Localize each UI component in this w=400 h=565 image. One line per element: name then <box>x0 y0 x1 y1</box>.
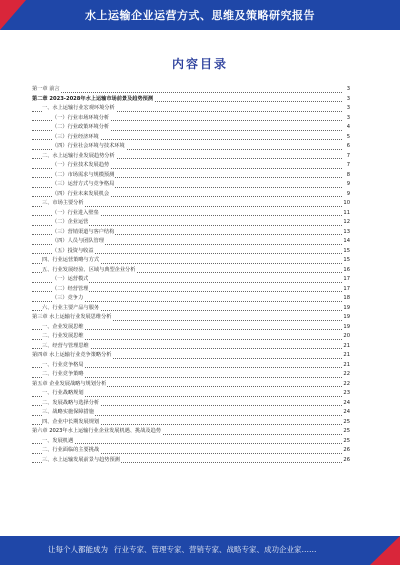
toc-entry-page: 15 <box>342 256 350 266</box>
toc-entry-page: 15 <box>342 247 350 257</box>
toc-entry-title: 一、行业战略规划 <box>42 389 85 399</box>
toc-entry-title: （三）行业经济环境 <box>52 133 100 143</box>
toc-entry-title: 五、行业发展经验、区域与典型企业分析 <box>42 266 136 276</box>
toc-entry-page: 25 <box>342 418 350 428</box>
toc-entry-page: 7 <box>346 161 350 171</box>
toc-leader-dots <box>32 92 342 93</box>
toc-entry-page: 6 <box>346 142 350 152</box>
toc-entry-title: （一）行业技术发展趋势 <box>52 161 110 171</box>
toc-entry[interactable] <box>32 104 350 114</box>
footer-red-corner <box>370 536 400 565</box>
toc-entry[interactable] <box>32 142 350 152</box>
toc-entry-title: 第五章 企业发展战略与规划分析 <box>32 380 107 390</box>
toc-entry-page: 3 <box>346 85 350 95</box>
toc-entry-title: 一、水上运输行业宏观环境分析 <box>42 104 116 114</box>
toc-entry-page: 16 <box>342 266 350 276</box>
footer-bar <box>0 536 400 565</box>
toc-entry[interactable] <box>32 389 350 399</box>
toc-entry[interactable] <box>32 209 350 219</box>
toc-entry-title: 一、企业发展思维 <box>42 323 85 333</box>
toc-entry-title: 二、行业面临的主要挑战 <box>42 446 100 456</box>
toc-entry[interactable] <box>32 304 350 314</box>
toc-entry-title: （二）经营管理 <box>52 285 89 295</box>
toc-entry[interactable] <box>32 437 350 447</box>
toc-entry[interactable] <box>32 247 350 257</box>
toc-entry[interactable] <box>32 161 350 171</box>
toc-entry[interactable] <box>32 456 350 466</box>
toc-entry-page: 22 <box>342 370 350 380</box>
toc-entry[interactable] <box>32 332 350 342</box>
toc-entry-page: 17 <box>342 275 350 285</box>
toc-entry-page: 26 <box>342 446 350 456</box>
toc-entry-page: 22 <box>342 380 350 390</box>
toc-entry-title: 第二章 2023-2028年水上运输市场前景及趋势预测 <box>32 95 154 105</box>
toc-entry[interactable] <box>32 266 350 276</box>
toc-entry-page: 3 <box>346 95 350 105</box>
toc-entry[interactable] <box>32 294 350 304</box>
toc-entry-title: （三）竞争力 <box>52 294 84 304</box>
toc-entry[interactable] <box>32 313 350 323</box>
toc-entry-page: 18 <box>342 294 350 304</box>
toc-entry-title: 二、行业竞争策略 <box>42 370 85 380</box>
toc-entry-title: （一）行业进入壁垒 <box>52 209 100 219</box>
toc-entry-page: 25 <box>342 437 350 447</box>
toc-entry-title: 第六章 2023年水上运输行业企业发展机遇、挑战及趋势 <box>32 427 162 437</box>
toc-entry-page: 4 <box>346 123 350 133</box>
toc-entry-page: 13 <box>342 228 350 238</box>
toc-entry[interactable] <box>32 323 350 333</box>
toc-entry-title: 三、水上运输发展前景与趋势预测 <box>42 456 121 466</box>
report-header-bar <box>0 0 400 30</box>
toc-entry-title: （二）企业运营 <box>52 218 89 228</box>
toc-entry-title: （五）投资与收益 <box>52 247 95 257</box>
toc-entry[interactable] <box>32 446 350 456</box>
footer-slogan-lead: 让每个人都能成为 <box>48 545 108 554</box>
toc-entry-page: 3 <box>346 104 350 114</box>
toc-entry-title: 三、经营与管理思维 <box>42 342 90 352</box>
toc-entry[interactable] <box>32 95 350 105</box>
toc-entry[interactable] <box>32 85 350 95</box>
toc-entry-title: 四、行业运营策略与方式 <box>42 256 100 266</box>
toc-entry-page: 9 <box>346 190 350 200</box>
toc-entry[interactable] <box>32 380 350 390</box>
toc-entry[interactable] <box>32 199 350 209</box>
toc-entry-title: 一、行业竞争格局 <box>42 361 85 371</box>
toc-entry-page: 5 <box>346 133 350 143</box>
footer-slogan <box>48 544 317 555</box>
toc-entry-page: 21 <box>342 351 350 361</box>
toc-entry-title: （三）运营方式与竞争格局 <box>52 180 115 190</box>
toc-entry-page: 25 <box>342 427 350 437</box>
toc-entry-page: 19 <box>342 323 350 333</box>
toc-entry-page: 3 <box>346 114 350 124</box>
toc-entry-title: （三）营销渠道与客户结构 <box>52 228 115 238</box>
table-of-contents <box>32 85 350 465</box>
toc-entry-title: （四）行业未来发展机会 <box>52 190 110 200</box>
toc-entry-title: （四）人员与团队管理 <box>52 237 105 247</box>
toc-entry-title: 第四章 水上运输行业竞争策略分析 <box>32 351 112 361</box>
toc-entry[interactable] <box>32 228 350 238</box>
toc-leader-dots <box>32 443 342 444</box>
toc-entry[interactable] <box>32 152 350 162</box>
toc-entry[interactable] <box>32 351 350 361</box>
toc-entry-title: 一、发展机遇 <box>42 437 74 447</box>
toc-entry-page: 24 <box>342 408 350 418</box>
toc-entry-title: （二）行业政策环境分析 <box>52 123 110 133</box>
toc-entry-page: 17 <box>342 285 350 295</box>
toc-entry[interactable] <box>32 399 350 409</box>
toc-entry-page: 21 <box>342 361 350 371</box>
report-title: 水上运输企业运营方式、思维及策略研究报告 <box>85 9 315 22</box>
toc-entry-page: 26 <box>342 456 350 466</box>
toc-entry-page: 19 <box>342 304 350 314</box>
toc-entry-title: （一）行业市场环境分析 <box>52 114 110 124</box>
toc-entry[interactable] <box>32 237 350 247</box>
toc-entry[interactable] <box>32 256 350 266</box>
toc-entry[interactable] <box>32 285 350 295</box>
toc-entry[interactable] <box>32 180 350 190</box>
toc-entry-page: 19 <box>342 313 350 323</box>
toc-entry[interactable] <box>32 361 350 371</box>
toc-entry-page: 8 <box>346 171 350 181</box>
toc-entry[interactable] <box>32 133 350 143</box>
toc-entry-page: 10 <box>342 199 350 209</box>
toc-entry-title: 第三章 水上运输行业发展思维分析 <box>32 313 112 323</box>
toc-entry-title: 二、发展战略与选择分析 <box>42 399 100 409</box>
toc-entry-title: 三、战略实施保障措施 <box>42 408 95 418</box>
toc-entry-page: 23 <box>342 389 350 399</box>
toc-entry-title: 二、行业发展思维 <box>42 332 85 342</box>
toc-entry-title: 第一章 前言 <box>32 85 61 95</box>
toc-entry[interactable] <box>32 418 350 428</box>
toc-entry[interactable] <box>32 190 350 200</box>
toc-entry[interactable] <box>32 342 350 352</box>
toc-entry[interactable] <box>32 408 350 418</box>
toc-entry-page: 24 <box>342 399 350 409</box>
toc-entry-page: 7 <box>346 152 350 162</box>
toc-entry[interactable] <box>32 218 350 228</box>
toc-heading: 内容目录 <box>171 57 228 71</box>
toc-entry-title: 三、市场主要分析 <box>42 199 85 209</box>
toc-entry-title: （四）行业社会环境与技术环境 <box>52 142 126 152</box>
toc-entry-page: 20 <box>342 332 350 342</box>
toc-entry-page: 9 <box>346 180 350 190</box>
toc-entry-title: 六、行业主要产品与服务 <box>42 304 100 314</box>
toc-entry-page: 11 <box>342 209 350 219</box>
toc-entry-title: 二、水上运输行业发展趋势分析 <box>42 152 116 162</box>
toc-entry[interactable] <box>32 370 350 380</box>
toc-entry[interactable] <box>32 123 350 133</box>
footer-slogan-roles: 行业专家、管理专家、营销专家、战略专家、成功企业家…… <box>114 545 317 554</box>
toc-entry[interactable] <box>32 171 350 181</box>
toc-entry-page: 14 <box>342 237 350 247</box>
toc-entry[interactable] <box>32 427 350 437</box>
toc-entry[interactable] <box>32 275 350 285</box>
toc-entry-title: （一）运营模式 <box>52 275 89 285</box>
toc-entry[interactable] <box>32 114 350 124</box>
toc-entry-page: 12 <box>342 218 350 228</box>
toc-entry-page: 21 <box>342 342 350 352</box>
toc-entry-title: （二）市场需求与规模预测 <box>52 171 115 181</box>
toc-entry-title: 四、企业中长期发展规划 <box>42 418 100 428</box>
